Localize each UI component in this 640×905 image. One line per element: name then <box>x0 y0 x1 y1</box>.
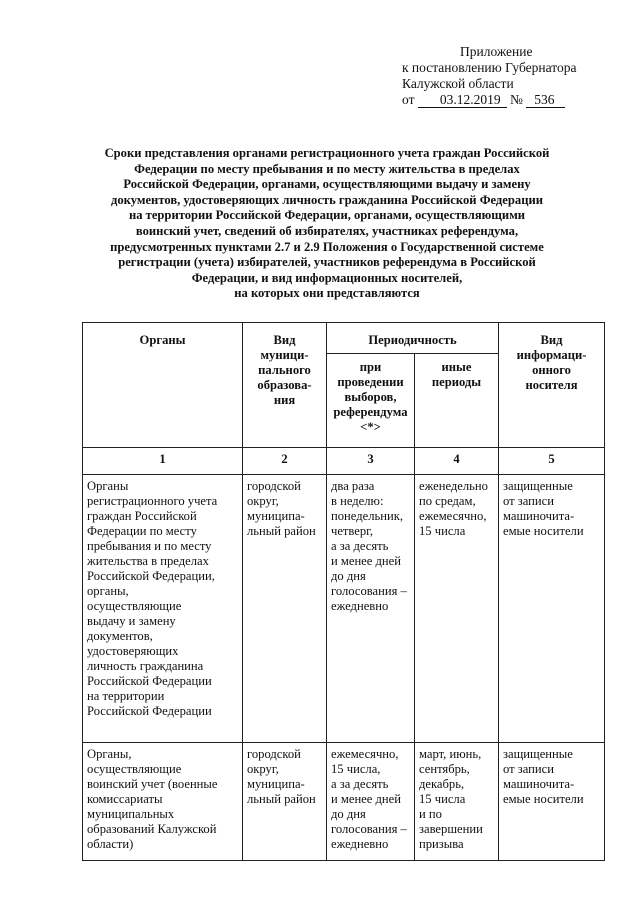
appendix-line-decree: к постановлению Губернатора <box>402 60 577 75</box>
appendix-title: Приложение <box>460 44 533 59</box>
column-numbers-row <box>83 448 605 475</box>
header-municipality: Вид муници- пального образова- ния <box>243 323 327 448</box>
number-label: № <box>509 92 523 107</box>
cell-other-periods: еженедельно по средам, ежемесячно, 15 числа <box>415 475 499 743</box>
cell-elections: два раза в неделю: понедельник, четверг, а за десять и менее дней до дня голосования – ежедневно <box>327 475 415 743</box>
terms-table <box>82 322 605 861</box>
column-number: 2 <box>243 448 327 475</box>
decree-number: 536 <box>526 93 564 108</box>
cell-organs: Органы регистрационного учета граждан Российской Федерации по месту пребывания и по месту жительства в пределах Российской Федерации, органы, осуществляющие выдачу и замену документов, удостоверяющих личность гражданина Российской Федерации на территории Российской Федерации <box>83 475 243 743</box>
table-row <box>83 743 605 861</box>
header-medium: Вид информаци- онного носителя <box>499 323 605 448</box>
table-row <box>83 475 605 743</box>
header-other-periods: иные периоды <box>415 354 499 448</box>
cell-elections: ежемесячно, 15 числа, а за десять и менее дней до дня голосования – ежедневно <box>327 743 415 861</box>
cell-other-periods: март, июнь, сентябрь, декабрь, 15 числа и по завершении призыва <box>415 743 499 861</box>
header-periodicity: Периодичность <box>327 323 499 354</box>
header-row <box>83 323 605 354</box>
cell-municipality: городской округ, муниципа- льный район <box>243 743 327 861</box>
appendix-block <box>402 44 622 108</box>
header-elections: при проведении выборов, референдума <*> <box>327 354 415 448</box>
from-label: от <box>402 92 415 107</box>
appendix-line-region: Калужской области <box>402 76 514 91</box>
column-number: 5 <box>499 448 605 475</box>
column-number: 4 <box>415 448 499 475</box>
decree-date: 03.12.2019 <box>418 93 507 108</box>
column-number: 3 <box>327 448 415 475</box>
cell-medium: защищенные от записи машиночита- емые носители <box>499 475 605 743</box>
header-organs: Органы <box>83 323 243 448</box>
cell-organs: Органы, осуществляющие воинский учет (военные комиссариаты муниципальных образований Калужской области) <box>83 743 243 861</box>
document-title: Сроки представления органами регистрационного учета граждан Российской Федерации по месту пребывания и по месту жительства в пределах Российской Федерации, органами, осуществляющими выдачу и замену документов, удостоверяющих личность гражданина Российской Федерации на территории Российской Федерации, органами, осуществляющими воинский учет, сведений об избирателях, участниках референдума, предусмотренных пунктами 2.7 и 2.9 Положения о Государственной системе регистрации (учета) избирателей, участников референдума в Российской Федерации, и вид информационных носителей, на которых они представляются <box>104 146 550 301</box>
appendix-date-line <box>402 92 622 108</box>
cell-municipality: городской округ, муниципа- льный район <box>243 475 327 743</box>
column-number: 1 <box>83 448 243 475</box>
cell-medium: защищенные от записи машиночита- емые носители <box>499 743 605 861</box>
